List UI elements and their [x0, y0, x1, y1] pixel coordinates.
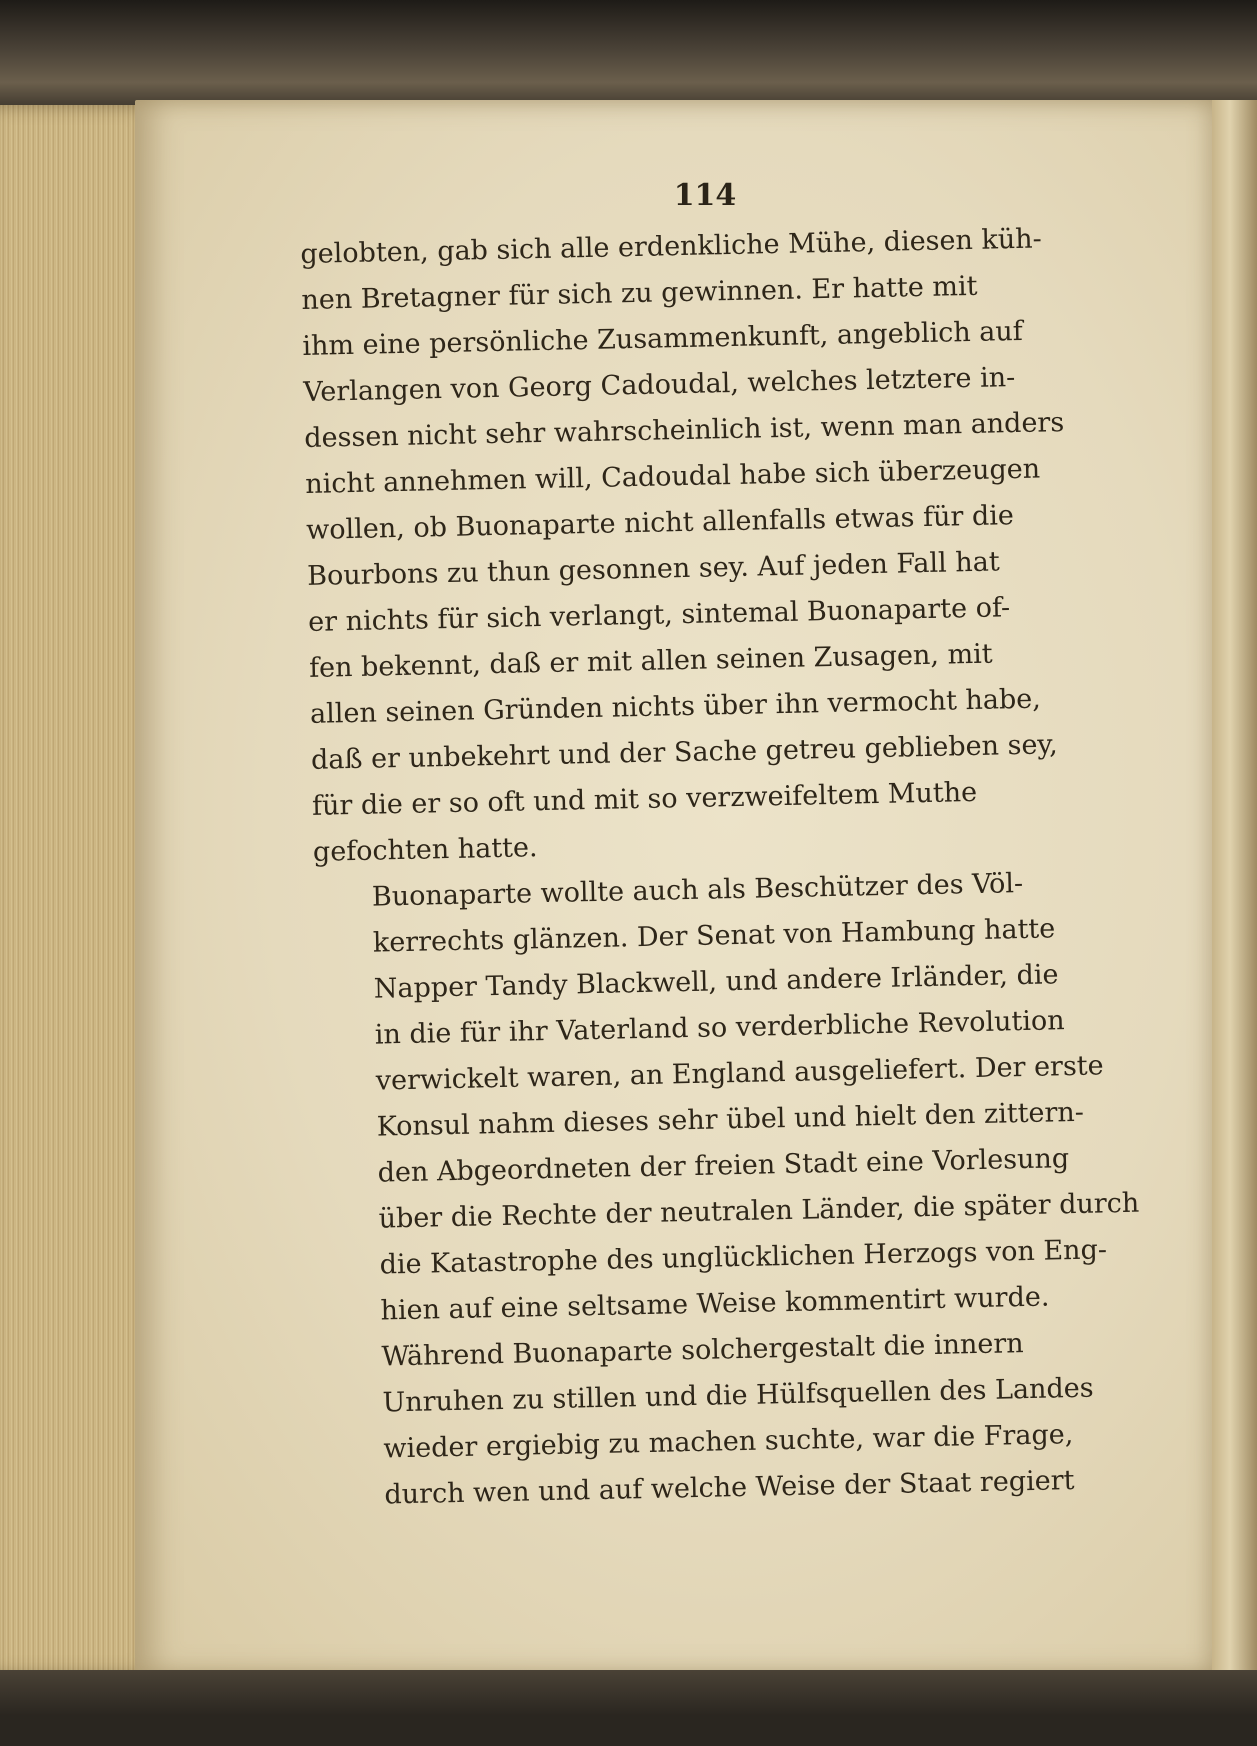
page-text-block: [300, 215, 1157, 1520]
text-line: nen Bretagner für sich zu gewinnen. Er hatte mit: [301, 270, 978, 316]
text-line: für die er so oft und mit so verzweifeltem Muthe: [311, 776, 978, 822]
text-line: Napper Tandy Blackwell, und andere Irländer, die: [373, 959, 1059, 1005]
text-line: nicht annehmen will, Cadoudal habe sich überzeugen: [304, 453, 1041, 500]
text-line: allen seinen Gründen nichts über ihn vermocht habe,: [309, 683, 1042, 730]
text-line: wieder ergiebig zu machen suchte, war die Frage,: [383, 1419, 1074, 1465]
text-line: über die Rechte der neutralen Länder, die später durch: [378, 1187, 1140, 1235]
text-line: den Abgeordneten der freien Stadt eine Vorlesung: [377, 1143, 1070, 1189]
text-line: kerrechts glänzen. Der Senat von Hambung hatte: [372, 913, 1056, 959]
paragraph-2: [313, 858, 1152, 1335]
text-line: verwickelt waren, an England ausgeliefert. Der erste: [375, 1050, 1104, 1097]
text-line: Bourbons zu thun gesonnen sey. Auf jeden Fall hat: [306, 546, 1000, 592]
text-line: Während Buonaparte solchergestalt die innern: [381, 1328, 1024, 1373]
paragraph-3: [323, 1318, 1157, 1519]
text-line: wollen, ob Buonaparte nicht allenfalls etwas für die: [305, 500, 1015, 546]
text-line: Verlangen von Georg Cadoudal, welches letztere in-: [303, 362, 1016, 408]
text-line: in die für ihr Vaterland so verderbliche Revolution: [374, 1005, 1065, 1051]
text-line: daß er unbekehrt und der Sache getreu geblieben sey,: [310, 729, 1058, 776]
text-line: Buonaparte wollte auch als Beschützer des Völ-: [371, 868, 1024, 913]
text-line: Konsul nahm dieses sehr übel und hielt den zittern-: [376, 1096, 1085, 1143]
text-line: hien auf eine seltsame Weise kommentirt wurde.: [380, 1281, 1050, 1327]
text-line: ihm eine persönliche Zusammenkunft, angeblich auf: [302, 315, 1024, 362]
text-line: dessen nicht sehr wahrscheinlich ist, wenn man anders: [304, 407, 1065, 454]
text-line: die Katastrophe des unglücklichen Herzogs von Eng-: [379, 1234, 1108, 1281]
paragraph-1: [300, 215, 1143, 876]
page-number: 114: [673, 178, 737, 213]
book-cover-top-edge: [0, 0, 1257, 110]
text-line: er nichts für sich verlangt, sintemal Buonaparte of-: [307, 592, 1011, 638]
text-line: fen bekennt, daß er mit allen seinen Zusagen, mit: [308, 638, 993, 684]
text-line: durch wen und auf welche Weise der Staat regiert: [384, 1465, 1075, 1511]
text-line: gefochten hatte.: [312, 832, 538, 868]
right-page-edge: [1212, 100, 1257, 1690]
bottom-shadow: [0, 1670, 1257, 1746]
text-line: gelobten, gab sich alle erdenkliche Mühe, diesen küh-: [300, 223, 1042, 270]
text-line: Unruhen zu stillen und die Hülfsquellen des Landes: [382, 1372, 1094, 1419]
